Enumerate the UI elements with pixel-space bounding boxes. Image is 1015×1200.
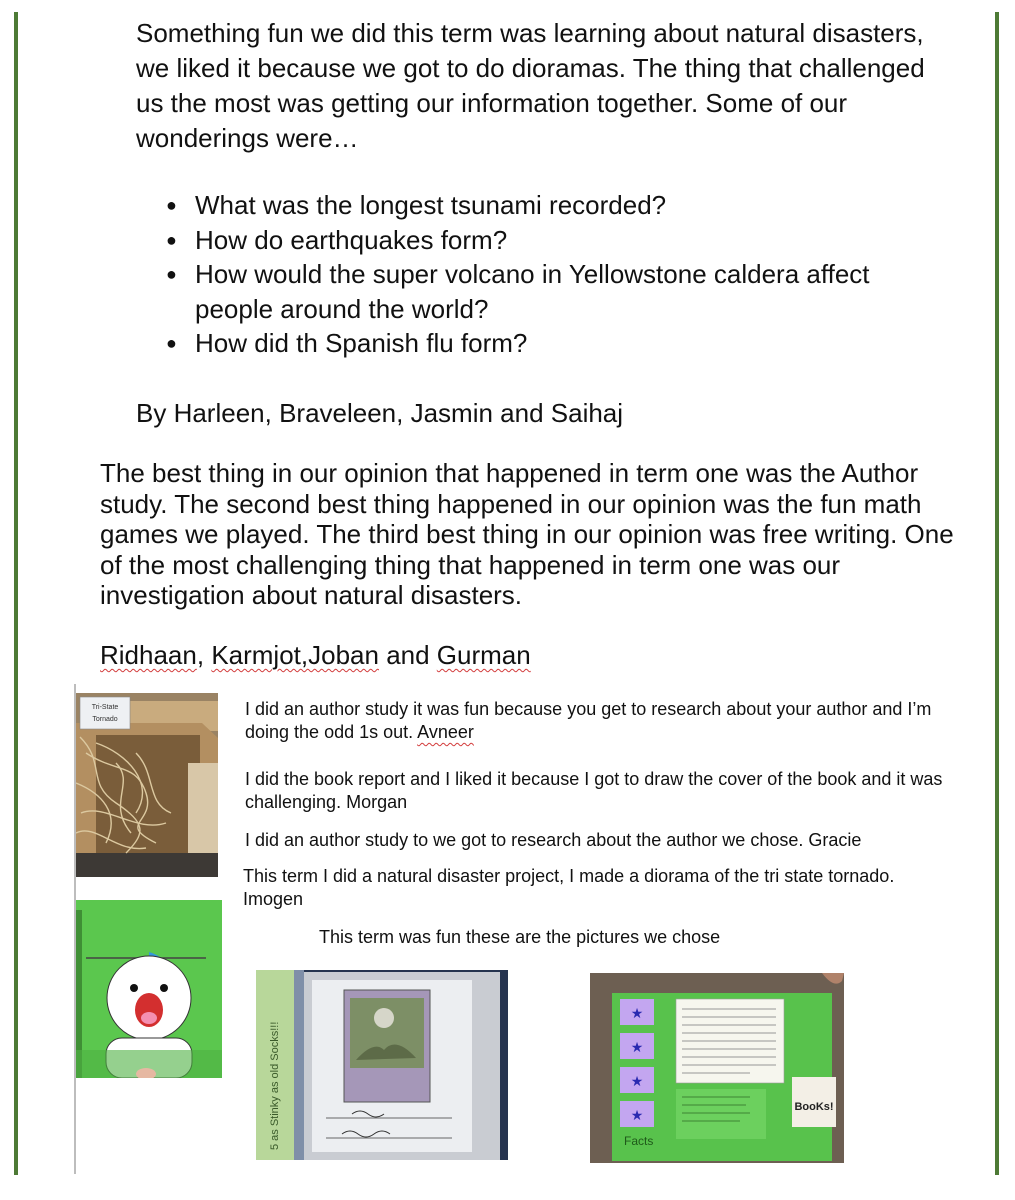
- diorama-label: Tri-State: [91, 704, 119, 711]
- facts-folder-photo: [590, 973, 844, 1163]
- book-spine-text: 5 as Stinky as old Socks!!!: [269, 1021, 281, 1150]
- name-separator: ,: [196, 640, 212, 670]
- author-name: Avneer: [417, 722, 474, 742]
- diorama-label: Tornado: [92, 716, 118, 723]
- author-name: Gurman: [436, 640, 531, 670]
- diorama-photo: [76, 693, 218, 877]
- pictures-caption: This term was fun these are the pictures we chose: [319, 927, 721, 947]
- byline-group-two: [100, 640, 531, 671]
- wonderings-list: [164, 188, 924, 361]
- folder-label: Facts: [624, 1134, 654, 1148]
- left-border-line: [14, 12, 18, 1175]
- author-name: Karmjot,Joban: [211, 640, 379, 670]
- reflection-text: I did an author study it was fun because you get to research about your author and I’m doing the odd 1s out.: [245, 699, 932, 742]
- folder-illustration: [590, 973, 844, 1163]
- natural-disasters-paragraph: Something fun we did this term was learning about natural disasters, we liked it because we got to do dioramas. The thing that challenged us the most was getting our information together. Some of our wonderings were…: [136, 18, 925, 153]
- folder-sign-text: BooKs!: [794, 1101, 834, 1113]
- list-item: ● How would the super volcano in Yellowstone caldera affect people around the world?: [164, 257, 924, 326]
- list-item: ● How do earthquakes form?: [164, 223, 924, 258]
- byline-group-one: By Harleen, Braveleen, Jasmin and Saihaj: [136, 398, 624, 428]
- svg-text:★: ★: [630, 1108, 644, 1124]
- svg-text:★: ★: [630, 1006, 644, 1022]
- svg-text:★: ★: [630, 1040, 644, 1056]
- book-cover-photo: [76, 900, 222, 1078]
- cartoon-character-illustration: [76, 900, 222, 1078]
- gracie-reflection: I did an author study to we got to research about the author we chose. Gracie: [245, 830, 862, 850]
- morgan-reflection: I did the book report and I liked it because I got to draw the cover of the book and it was challenging. Morgan: [245, 769, 943, 812]
- binder-illustration: [256, 970, 508, 1160]
- term-one-opinion-paragraph: The best thing in our opinion that happened in term one was the Author study. The second best thing happened in our opinion was the fun math games we played. The third best thing in our opinion was free writing. One of the most challenging thing that happened in term one was our investigation about natural disasters.: [100, 458, 954, 610]
- svg-text:★: ★: [630, 1074, 644, 1090]
- list-item: ● How did th Spanish flu form?: [164, 326, 924, 361]
- author-name: Ridhaan: [100, 640, 197, 670]
- diorama-illustration: [76, 693, 218, 877]
- name-separator: and: [378, 640, 437, 670]
- right-border-line: [995, 12, 999, 1175]
- imogen-reflection: This term I did a natural disaster project, I made a diorama of the tri state tornado. Imogen: [243, 866, 895, 909]
- book-report-binder-photo: [256, 970, 508, 1160]
- avneer-reflection: [245, 698, 957, 744]
- list-item: ● What was the longest tsunami recorded?: [164, 188, 924, 223]
